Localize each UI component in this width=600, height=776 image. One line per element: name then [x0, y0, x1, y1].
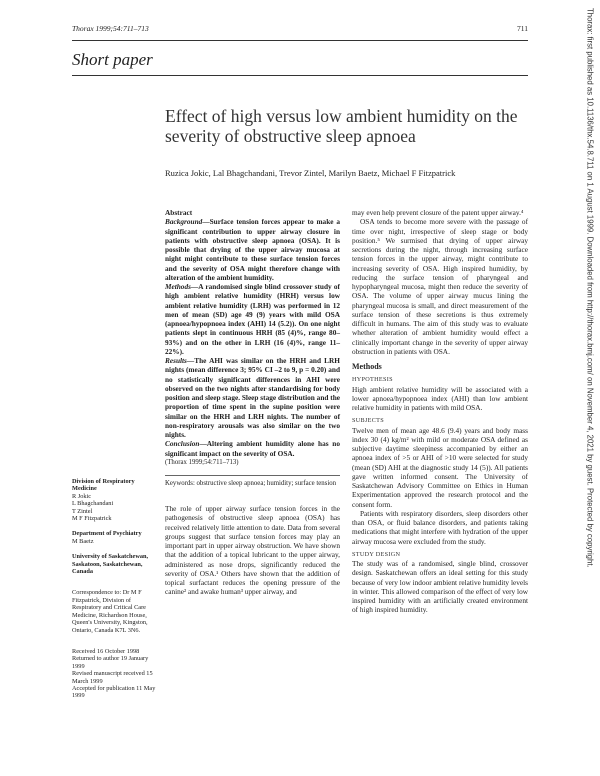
subjects-text-2: Patients with respiratory disorders, sleep disorders other than OSA, or fluid balance disorders, and patients taking medications that might interfere with hydration of the upper airway mucosa were excluded from the study. — [352, 508, 528, 546]
vertical-copyright-note: Thorax: first published as 10.1136/thx.54.8.711 on 1 August 1999. Downloaded from http://thorax.bmj.com/ on November 4, 2021 by guest. Protected by copyright. — [585, 8, 595, 568]
revised-date: Revised manuscript received 15 March 1999 — [72, 670, 153, 685]
hypothesis-heading: HYPOTHESIS — [352, 376, 393, 384]
abstract-results: Results—The AHI was similar on the HRH and LRH nights (mean difference 3; 95% CI –2 to 9, p = 0.20) and no statistically significant differences in AHI were observed on the two nights after standardising for body position and sleep stage. Sleep stage distribution and the proportion of time spent in the supine position were similar on the HRH and LRH nights. The number of non-respiratory arousals was also similar on the two nights. — [165, 356, 340, 439]
subjects-text: Twelve men of mean age 48.6 (9.4) years and body mass index 30 (4) kg/m² with mild or moderate OSA defined as subjective daytime sleepiness accompanied by either an apnoea index of >5 or AHI of >10 were selected for study (mean (SD) AHI at the diagnostic study 14 (5)). All patients gave written informed consent. The University of Saskatchewan Advisory Committee on Ethics in Human Experimentation approved the research protocol and the consent form. — [352, 425, 528, 509]
abstract-heading: Abstract — [165, 208, 193, 217]
university: University of Saskatchewan, Saskatoon, Saskatchewan, Canada — [72, 553, 149, 576]
page-number: 711 — [517, 24, 528, 33]
intro-continued: may even help prevent closure of the patent upper airway.⁴ — [352, 208, 524, 217]
running-head — [72, 24, 528, 33]
division-person: M F Fitzpatrick — [72, 515, 112, 523]
abstract-conclusion: Conclusion—Altering ambient humidity alone has no significant impact on the severity of OSA. — [165, 439, 340, 458]
right-column — [352, 208, 528, 615]
section-rule — [72, 75, 528, 76]
article-title: Effect of high versus low ambient humidity on the severity of obstructive sleep apnoea — [165, 106, 518, 146]
subjects-heading: SUBJECTS — [352, 417, 384, 425]
left-column — [165, 208, 340, 597]
journal-citation: Thorax 1999;54:711–713 — [72, 24, 149, 33]
design-text: The study was of a randomised, single blind, crossover design. Saskatchewan offers an ideal setting for this study because of very low indoor ambient relative humidity levels in winter. This allowed comparison of the effect of very low inspired humidity with an artificially created environment of high inspired humidity. — [352, 559, 528, 615]
top-rule — [72, 40, 528, 41]
abstract-citation: (Thorax 1999;54:711–713) — [165, 458, 239, 466]
section-label: Short paper — [72, 50, 153, 69]
division-person: R Jokic — [72, 492, 92, 500]
keywords: Keywords: obstructive sleep apnoea; humidity; surface tension — [165, 475, 340, 488]
returned-date: Returned to author 19 January 1999 — [72, 655, 149, 670]
author-list: Ruzica Jokic, Lal Bhagchandani, Trevor Zintel, Marilyn Baetz, Michael F Fitzpatrick — [165, 168, 456, 178]
hypothesis-text: High ambient relative humidity will be associated with a lower apnoea/hypopnoea index (AHI) than low ambient relative humidity in patients with mild OSA. — [352, 384, 528, 412]
division-person: T Zintel — [72, 507, 93, 515]
design-heading: STUDY DESIGN — [352, 550, 401, 558]
received-date: Received 16 October 1998 — [72, 647, 140, 655]
correspondence: Correspondence to: Dr M F Fitzpatrick, Division of Respiratory and Critical Care Medicine, Richardson House, Queen's University, Kingston, Ontario, Canada K7L 3N6. — [72, 589, 148, 634]
division-title: Division of Respiratory Medicine — [72, 478, 135, 493]
abstract-methods: Methods—A randomised single blind crossover study of high ambient relative humidity (HRH) versus low ambient relative humidity (LRH) was performed in 12 men of mean (SD) age 49 (9) years with mild OSA (apnoea/hypopnoea index (AHI) 14 (5.2)). On one night patients slept in continuous HRH (85 (4)%, range 80–93%) and on the other in LRH (16 (4)%, range 11–22%). — [165, 282, 340, 356]
affiliations — [72, 478, 158, 700]
division-person: L Bhagchandani — [72, 500, 114, 508]
abstract-background: Background—Surface tension forces appear to make a significant contribution to upper airway closure in patients with obstructive sleep apnoea (OSA). It is possible that drying of the upper airway mucosa at night might contribute to these surface tension forces and the severity of OSA might therefore change with alteration of the ambient humidity. — [165, 217, 340, 282]
intro-paragraph: The role of upper airway surface tension forces in the pathogenesis of obstructive sleep apnoea (OSA) has received relatively little attention to date. Data from several groups suggest that surface tension forces may play an important part in upper airway obstruction. We have shown that the addition of a topical lubricant to the upper airway, administered as nose drops, significantly reduced the severity of OSA.¹ Others have shown that the addition of topical surfactant reduces the opening pressure of the canine² and awake human³ upper airway, and — [165, 504, 340, 597]
psych-person: M Baetz — [72, 537, 94, 545]
methods-heading: Methods — [352, 362, 382, 371]
intro-paragraph-2: OSA tends to become more severe with the passage of time over night, irrespective of sleep stage or body position.⁵ We surmised that drying of upper airway secretions during the night, through increasing surface tension forces in the upper airway, might contribute to increasing severity of OSA. High inspired humidity, by reducing the surface tension of pharyngeal and hypopharyngeal mucosa, might then reduce the severity of OSA. The volume of upper airway mucus lining the pharyngeal mucosa is small, and direct measurement of the surface tension of these secretions is thus extremely difficult in humans. The aim of this study was to evaluate whether alteration of ambient humidity would effect a clinically important change in the severity of upper airway obstruction in patients with OSA. — [352, 217, 528, 356]
psych-title: Department of Psychiatry — [72, 530, 142, 538]
accepted-date: Accepted for publication 11 May 1999 — [72, 684, 156, 700]
